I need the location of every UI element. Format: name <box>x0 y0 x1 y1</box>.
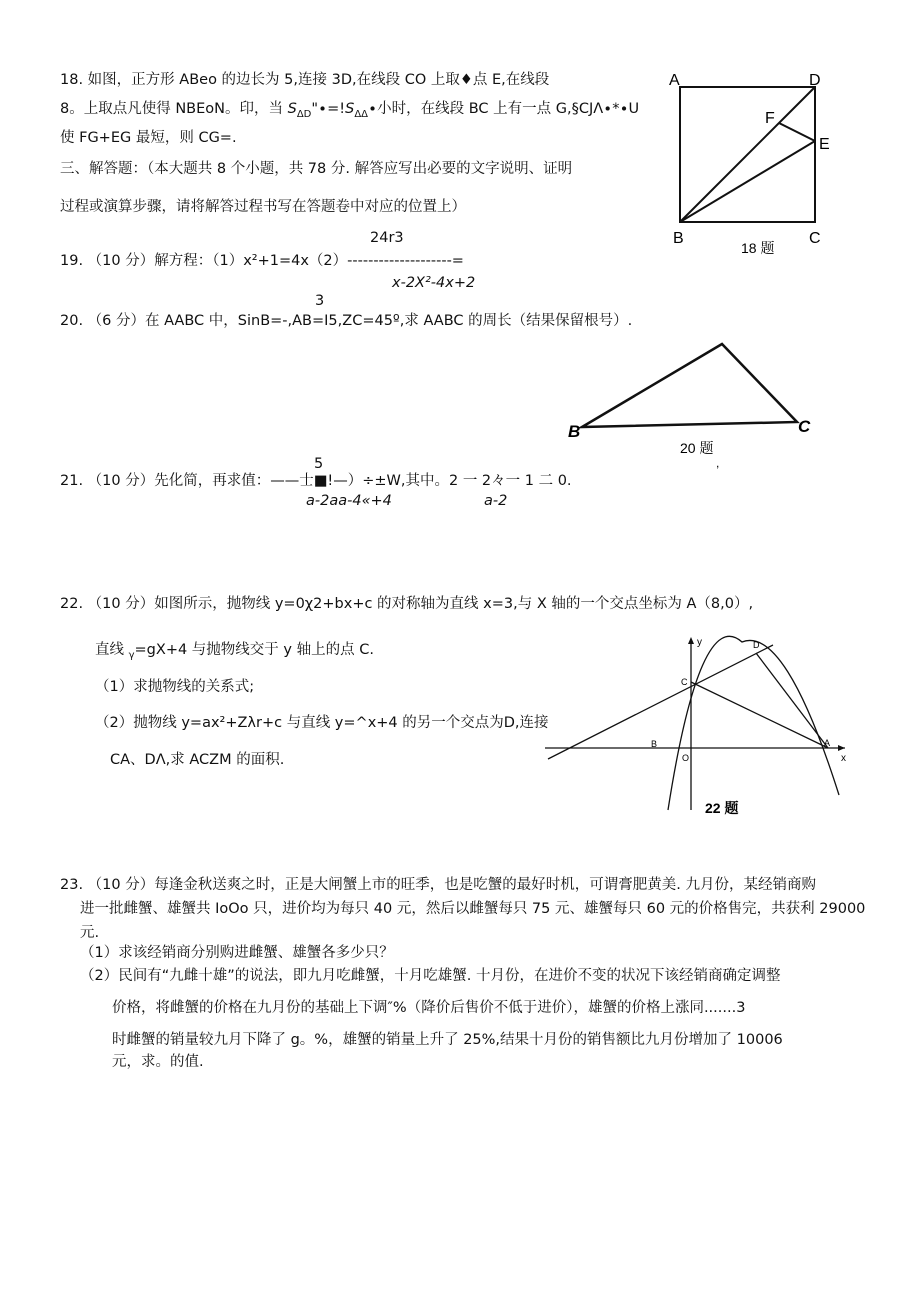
q23-line2: 进一批雌蟹、雄蟹共 IoOo 只，进价均为每只 40 元，然后以雌蟹每只 75 元、雄蟹每只 60 元的价格售完，共获利 29000 <box>80 901 866 917</box>
q21-text: 21. （10 分）先化简，再求值：——士■!—）÷±W,其中。2 一 2々一 1 二 0. <box>60 473 572 489</box>
q19-denominator: x-2X²-4x+2 <box>392 275 476 291</box>
fig22-label-c: C <box>681 677 688 687</box>
q23-line5: （2）民间有“九雌十雄”的说法，即九月吃雌蟹，十月吃雄蟹. 十月份，在进价不变的状况下该经销商确定调整 <box>80 968 781 984</box>
fig18-label-d: D <box>809 72 821 89</box>
figure-20 <box>560 335 830 475</box>
figure-22 <box>545 635 855 825</box>
q23-line1: 23. （10 分）每逢金秋送爽之时，正是大闸蟹上市的旺季，也是吃蟹的最好时机，可谓膏肥黄美. 九月份，某经销商购 <box>60 877 816 893</box>
q18-s1-sub: ΔD <box>296 108 312 120</box>
fig20-caption: 20 题 <box>680 440 714 456</box>
q21-denominator-2: a-2 <box>484 493 508 509</box>
q18-s1: S <box>287 101 297 117</box>
section3-line2: 过程或演算步骤，请将解答过程书写在答题卷中对应的位置上） <box>60 199 466 215</box>
figure-18 <box>655 65 855 265</box>
fig18-label-a: A <box>669 72 680 89</box>
fig22-caption: 22 题 <box>705 800 739 816</box>
fig20-mark: , <box>716 456 720 470</box>
fig18-label-e: E <box>819 136 830 153</box>
fig22-label-a: A <box>824 738 831 748</box>
q18-line1: 18. 如图，正方形 ABeo 的边长为 5,连接 3D,在线段 CO 上取♦点 E,在线段 <box>60 72 550 88</box>
segment-fe <box>779 123 815 141</box>
q21-numerator: 5 <box>314 456 324 472</box>
q20-numerator: 3 <box>315 293 325 309</box>
q18-line2b: ∙小时，在线段 BC 上有一点 G,§CJΛ∙*∙U <box>368 101 640 117</box>
q18-s2-sub: ΔΔ <box>354 108 369 120</box>
fig20-label-b: B <box>568 422 581 441</box>
q20-text: 20. （6 分）在 AABC 中，SinB=-,AB=I5,ZC=45º,求 AABC 的周长（结果保留根号）. <box>60 313 633 329</box>
q22-line1: 22. （10 分）如图所示，抛物线 y=0χ2+bx+c 的对称轴为直线 x=3,与 X 轴的一个交点坐标为 A（8,0）, <box>60 596 754 612</box>
q22-line4: （2）抛物线 y=ax²+Zλr+c 与直线 y=^x+4 的另一个交点为D,连接 <box>95 715 549 731</box>
fig22-label-o: O <box>682 753 690 763</box>
q18-line2a: 8。上取点凡使得 NBEoN。印，当 <box>60 101 288 117</box>
q18-line2 <box>60 100 639 124</box>
fig18-label-c: C <box>809 230 821 247</box>
q23-line4: （1）求该经销商分别购进雌蟹、雄蟹各多少只？ <box>80 945 394 961</box>
q21-denominator-1: a-2aa-4«+4 <box>306 493 392 509</box>
q23-line3: 元. <box>80 925 100 941</box>
q23-line7: 时雌蟹的销量较九月下降了 g。%，雄蟹的销量上升了 25%,结果十月份的销售额比九月份增加了 10006 <box>112 1032 783 1048</box>
fig18-label-b: B <box>673 230 684 247</box>
fig22-label-d: D <box>753 640 760 650</box>
q18-line3: 使 FG+EG 最短，则 CG=. <box>60 130 237 146</box>
fig20-label-c: C <box>798 417 811 436</box>
triangle-abc <box>582 344 797 427</box>
q19-numerator: 24r3 <box>370 230 404 246</box>
q22-line2b: =gX+4 与抛物线交于 y 轴上的点 C. <box>134 642 374 658</box>
fig18-caption: 18 题 <box>741 240 775 256</box>
q23-line8: 元，求。的值. <box>112 1054 204 1070</box>
fig22-label-x: x <box>841 753 846 764</box>
fig18-label-f: F <box>765 110 775 127</box>
q22-line2 <box>95 641 374 665</box>
fig22-label-b: B <box>651 739 658 749</box>
fig22-x-arrow <box>838 745 845 751</box>
q18-mid: "∙=! <box>311 101 346 117</box>
segment-bd <box>680 87 815 222</box>
q22-line5: CA、DΛ,求 ACZM 的面积. <box>110 752 285 768</box>
fig22-line-bcd <box>548 645 773 759</box>
q19-text: 19. （10 分）解方程：（1）x²+1=4x（2）--------------------= <box>60 253 464 269</box>
q18-s2: S <box>345 101 355 117</box>
fig22-y-arrow <box>688 637 694 644</box>
fig22-parabola <box>668 636 839 810</box>
q22-line2a: 直线 <box>95 642 129 658</box>
q22-line2-sub: γ <box>128 649 135 661</box>
section3-line1: 三、解答题：（本大题共 8 个小题，共 78 分. 解答应写出必要的文字说明、证明 <box>60 161 573 177</box>
q23-line6: 价格，将雌蟹的价格在九月份的基础上下调″%（降价后售价不低于进价），雄蟹的价格上涨同.......3 <box>112 1000 746 1016</box>
fig22-segment-ca <box>691 682 831 748</box>
q22-line3: （1）求抛物线的关系式; <box>95 679 255 695</box>
fig22-label-y: y <box>697 637 702 648</box>
